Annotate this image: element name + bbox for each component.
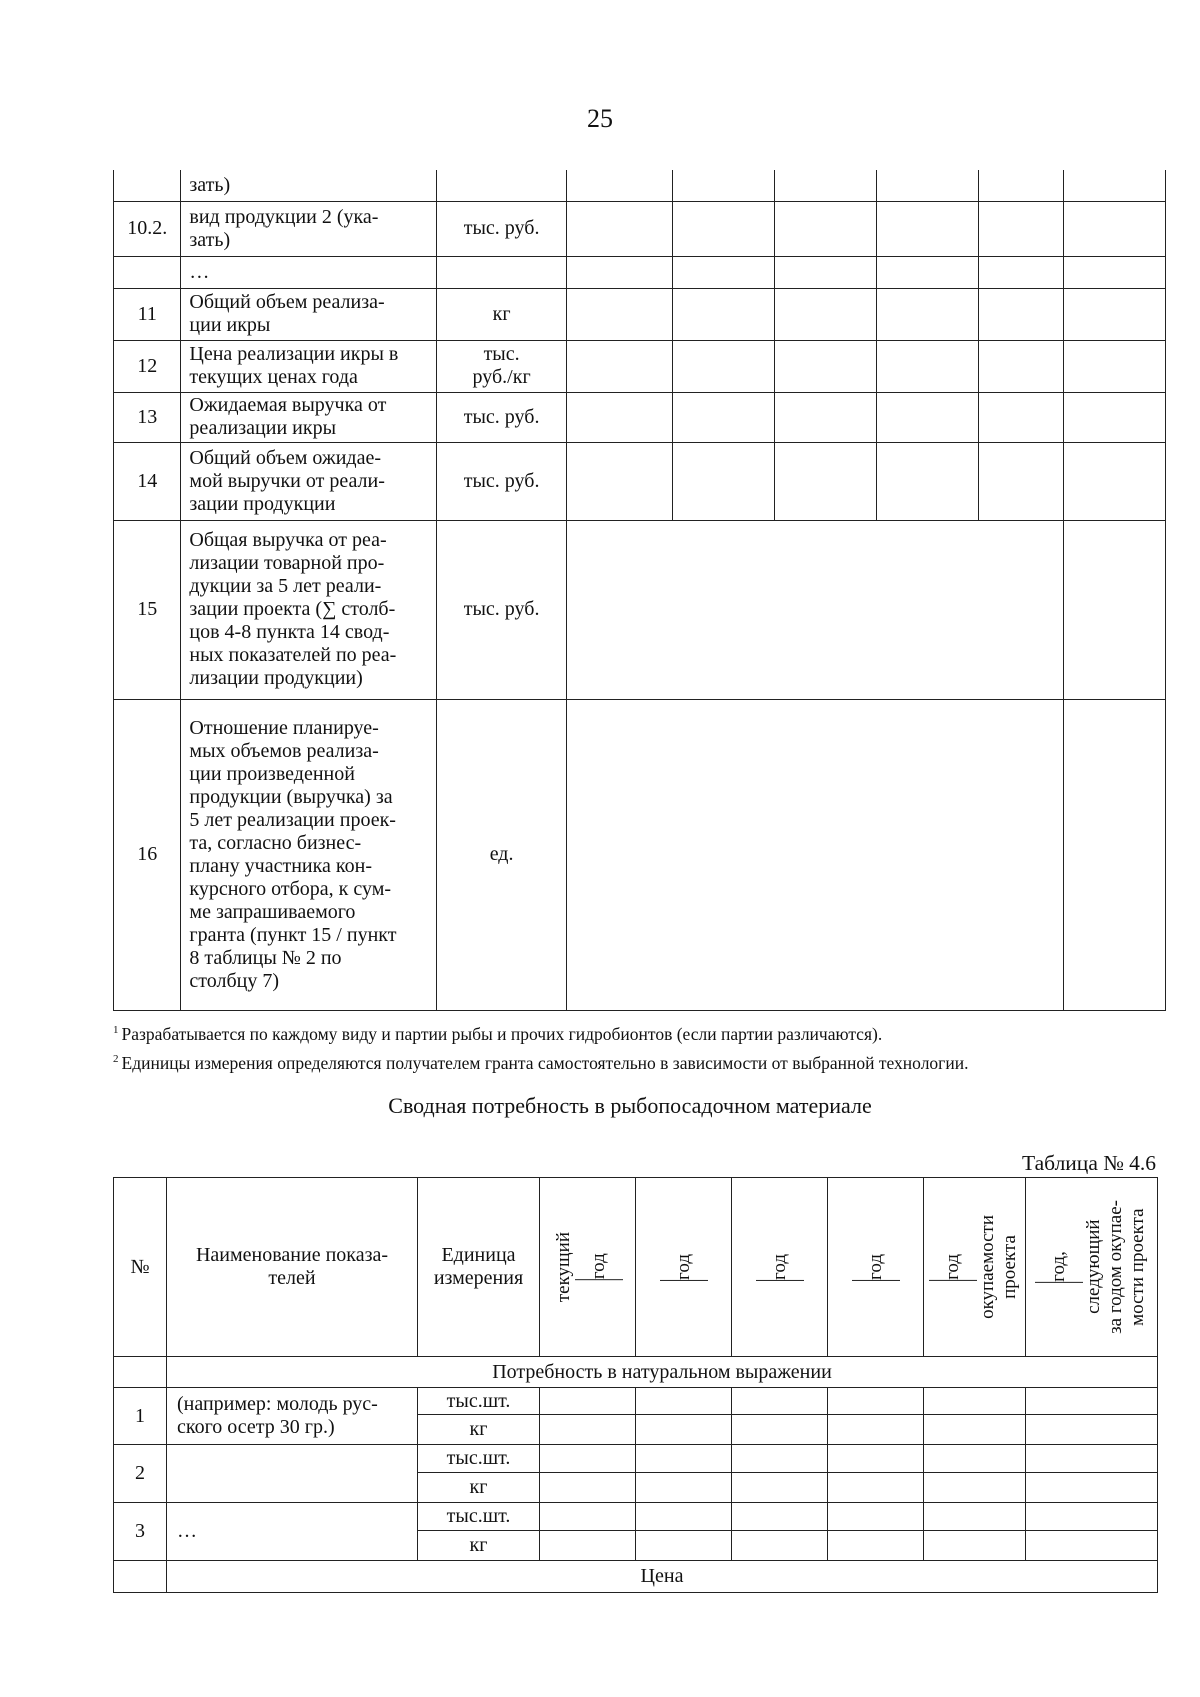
row-number: 15 — [114, 520, 181, 699]
row-number — [114, 170, 181, 201]
header-text: окупаемости — [976, 1215, 998, 1319]
table-row — [114, 520, 1166, 699]
row-number: 1 — [114, 1388, 167, 1445]
footnotes — [113, 1018, 1193, 1076]
header-text: текущий — [552, 1231, 574, 1303]
row-name: Отношение планируе- мых объемов реализа- ции произведенной продукции (выручка) за 5 лет реализации проек- та, согласно бизнес- плану участника кон- курсного отбора, к сум- ме запрашиваемого гранта (пункт 15 / пункт 8 таблицы № 2 по столбцу 7) — [181, 699, 436, 1010]
blank-line — [575, 1279, 623, 1280]
header-text: год — [941, 1253, 963, 1280]
section-row — [114, 1357, 1158, 1388]
header-text: следующий — [1082, 1219, 1104, 1315]
row-unit — [436, 256, 567, 288]
header-name: Наименование показа- телей — [167, 1178, 418, 1357]
row-number: 14 — [114, 442, 181, 520]
row-number: 11 — [114, 288, 181, 340]
row-name: вид продукции 2 (ука- зать) — [181, 201, 436, 256]
table-row — [114, 699, 1166, 1010]
table-row — [114, 392, 1166, 442]
header-text: год, — [1047, 1251, 1069, 1282]
footnote-text: Разрабатывается по каждому виду и партии рыбы и прочих гидробионтов (если партии различаются). — [121, 1024, 883, 1044]
row-name: зать) — [181, 170, 436, 201]
section-price: Цена — [167, 1561, 1158, 1593]
header-text: год — [672, 1253, 694, 1280]
header-text: год — [587, 1253, 609, 1280]
row-name: Ожидаемая выручка от реализации икры — [181, 392, 436, 442]
row-number: 13 — [114, 392, 181, 442]
row-number: 12 — [114, 340, 181, 392]
row-number: 3 — [114, 1503, 167, 1561]
row-unit: тыс. руб. — [436, 442, 567, 520]
header-text: год — [768, 1253, 790, 1280]
merged-empty-cell — [567, 699, 1063, 1010]
header-text: проекта — [998, 1235, 1020, 1299]
row-unit: тыс. руб. — [436, 392, 567, 442]
section-natural: Потребность в натуральном выражении — [167, 1357, 1158, 1388]
table-row — [114, 340, 1166, 392]
header-row — [114, 1178, 1158, 1357]
row-unit: кг — [418, 1473, 540, 1503]
merged-empty-cell — [567, 520, 1063, 699]
section-title: Сводная потребность в рыбопосадочном материале — [388, 1093, 872, 1118]
row-unit: тыс.шт. — [418, 1388, 540, 1415]
table-row — [114, 170, 1166, 201]
header-year-current — [540, 1178, 636, 1357]
row-name: … — [167, 1503, 418, 1561]
row-name: Цена реализации икры в текущих ценах года — [181, 340, 436, 392]
table-row — [114, 1445, 1158, 1473]
table-row — [114, 288, 1166, 340]
page-number: 25 — [587, 104, 613, 133]
row-unit: тыс.шт. — [418, 1445, 540, 1473]
blank-line — [1035, 1282, 1083, 1283]
row-unit: тыс. руб. — [436, 520, 567, 699]
table-row — [114, 201, 1166, 256]
footnote-text: Единицы измерения определяются получателем гранта самостоятельно в зависимости от выбранной технологии. — [121, 1053, 969, 1073]
row-name: (например: молодь рус- ского осетр 30 гр.) — [167, 1388, 418, 1445]
header-year-after-payback — [1026, 1178, 1158, 1357]
stocking-material-table — [113, 1177, 1158, 1593]
row-unit: тыс. руб./кг — [436, 340, 567, 392]
indicators-table-continued — [113, 170, 1166, 1011]
table-row — [114, 1388, 1158, 1415]
row-unit: тыс. руб. — [436, 201, 567, 256]
section-row — [114, 1561, 1158, 1593]
row-name — [167, 1445, 418, 1503]
header-num: № — [114, 1178, 167, 1357]
row-name: … — [181, 256, 436, 288]
row-unit: ед. — [436, 699, 567, 1010]
row-name: Общий объем ожидае- мой выручки от реали- зации продукции — [181, 442, 436, 520]
header-year-2 — [636, 1178, 732, 1357]
footnote — [113, 1047, 1193, 1076]
footnote — [113, 1018, 1193, 1047]
header-year-3 — [732, 1178, 828, 1357]
header-text: за годом окупае- — [1104, 1200, 1126, 1334]
table-label: Таблица № 4.6 — [1022, 1151, 1156, 1175]
footnote-mark: 2 — [113, 1053, 119, 1065]
footnote-mark: 1 — [113, 1024, 119, 1036]
header-year-4 — [828, 1178, 924, 1357]
row-unit: кг — [418, 1415, 540, 1445]
table-row — [114, 442, 1166, 520]
header-year-payback — [924, 1178, 1026, 1357]
row-number — [114, 256, 181, 288]
row-unit: кг — [436, 288, 567, 340]
row-name: Общая выручка от реа- лизации товарной про- дукции за 5 лет реали- зации проекта (∑ столб- цов 4-8 пункта 14 свод- ных показателей по реа- лизации продукции) — [181, 520, 436, 699]
table-row — [114, 1503, 1158, 1531]
row-number: 10.2. — [114, 201, 181, 256]
row-name: Общий объем реализа- ции икры — [181, 288, 436, 340]
row-unit: тыс.шт. — [418, 1503, 540, 1531]
row-number: 2 — [114, 1445, 167, 1503]
row-unit — [436, 170, 567, 201]
header-text: мости проекта — [1126, 1208, 1148, 1326]
row-number: 16 — [114, 699, 181, 1010]
table-row — [114, 256, 1166, 288]
header-text: год — [864, 1253, 886, 1280]
row-unit: кг — [418, 1531, 540, 1561]
header-unit: Единица измерения — [418, 1178, 540, 1357]
